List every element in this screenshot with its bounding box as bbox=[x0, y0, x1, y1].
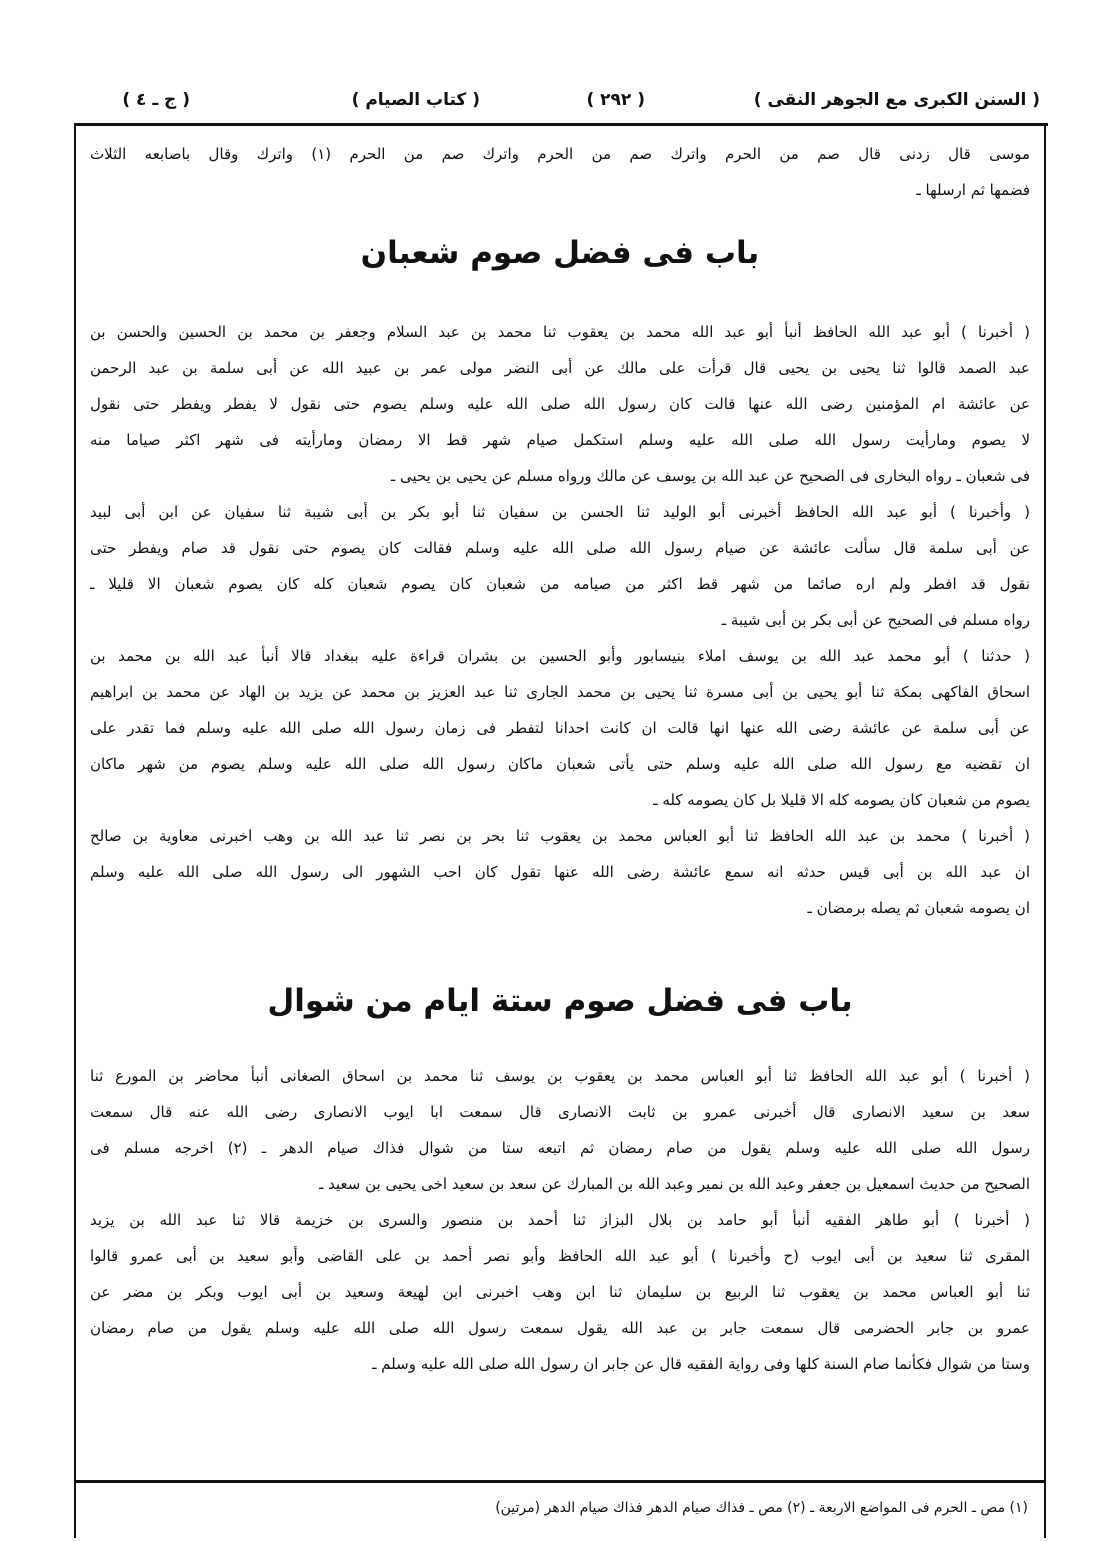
text-line: عن أبى سلمة عن عائشة رضى الله عنها انها قالت ان كانت احدانا لتفطر فى زمان رسول الله صلى الله عليه وسلم فما تقدر على bbox=[90, 719, 1030, 737]
page-body bbox=[90, 136, 1030, 1382]
text-line: لا يصوم ومارأيت رسول الله صلى الله عليه وسلم استكمل صيام شهر قط الا رمضان ومارأيته فى شهر اكثر صياما منه bbox=[90, 431, 1030, 449]
text-frame bbox=[74, 126, 1046, 1538]
text-line: ان تقضيه مع رسول الله صلى الله عليه وسلم حتى يأتى شعبان ماكان رسول الله صلى الله عليه وسلم يصوم من شهر ماكان bbox=[90, 755, 1030, 773]
text-line: ( أخبرنا ) محمد بن عبد الله الحافظ ثنا أبو العباس محمد بن يعقوب ثنا بحر بن نصر ثنا عبد الله بن وهب اخبرنى معاوية بن صالح bbox=[90, 827, 1030, 845]
text-line: ( وأخبرنا ) أبو عبد الله الحافظ أخبرنى أبو الوليد ثنا الحسن بن سفيان ثنا أبو بكر بن أبى شيبة ثنا سفيان عن ابن أبى لبيد bbox=[90, 503, 1030, 521]
paragraph bbox=[90, 136, 1030, 208]
chapter-title: ( كتاب الصيام ) bbox=[351, 90, 480, 110]
paragraph bbox=[90, 1058, 1030, 1202]
text-line: ان يصومه شعبان ثم يصله برمضان ـ bbox=[807, 899, 1030, 917]
text-line: وستا من شوال فكأنما صام السنة كلها وفى رواية الفقيه قال عن جابر ان رسول الله صلى الله عليه وسلم ـ bbox=[372, 1355, 1030, 1373]
text-line: ان عبد الله بن أبى قيس حدثه انه سمع عائشة رضى الله عنها تقول كان احب الشهور الى رسول الله صلى الله عليه وسلم bbox=[90, 863, 1030, 881]
text-line: ( أخبرنا ) أبو عبد الله الحافظ أنبأ أبو عبد الله محمد بن يعقوب ثنا محمد بن عبد السلام وجعفر بن محمد بن الحسين والحسن بن bbox=[90, 323, 1030, 341]
text-line: عن عائشة ام المؤمنين رضى الله عنها قالت كان رسول الله صلى الله عليه وسلم يصوم حتى نقول لا يفطر ويفطر حتى نقول bbox=[90, 395, 1030, 413]
text-line: فى شعبان ـ رواه البخارى فى الصحيح عن عبد الله بن يوسف عن مالك ورواه مسلم عن يحيى بن يحيى ـ bbox=[390, 467, 1030, 485]
text-line: رواه مسلم فى الصحيح عن أبى بكر بن أبى شيبة ـ bbox=[721, 611, 1030, 629]
text-line: عن أبى سلمة قال سألت عائشة عن صيام رسول الله صلى الله عليه وسلم فقالت كان يصوم حتى نقول قد صام ويفطر حتى bbox=[90, 539, 1030, 557]
volume-number: ( ج ـ ٤ ) bbox=[122, 90, 190, 110]
page-header bbox=[90, 84, 1040, 118]
text-line: نقول قد افطر ولم اره صائما من شهر قط اكثر من صيامه من شعبان كان يصوم شعبان كله كان يصوم شعبان الا قليلا ـ bbox=[90, 575, 1030, 593]
text-line: الصحيح من حديث اسمعيل بن جعفر وعبد الله بن نمير وعبد الله بن المبارك عن سعد بن سعيد اخى يحيى بن سعيد ـ bbox=[318, 1175, 1030, 1193]
text-line: موسى قال زدنى قال صم من الحرم واترك صم من الحرم واترك صم من الحرم (١) واترك وقال باصابعه الثلاث bbox=[90, 145, 1030, 163]
text-line: ( حدثنا ) أبو محمد عبد الله بن يوسف املاء بنيسابور وأبو الحسين بن بشران قراءة عليه ببغداد قالا أنبأ عبد الله بن محمد بن bbox=[90, 647, 1030, 665]
text-line: ثنا أبو العباس محمد بن يعقوب ثنا الربيع بن سليمان ثنا ابن وهب اخبرنى ابن لهيعة وسعيد بن أبى ايوب وبكر بن مضر عن bbox=[90, 1283, 1030, 1301]
footnote-divider bbox=[76, 1480, 1044, 1483]
paragraph bbox=[90, 818, 1030, 926]
chapter-heading: باب فى فضل صوم ستة ايام من شوال bbox=[267, 983, 853, 1019]
text-line: اسحاق الفاكهى بمكة ثنا أبو يحيى بن أبى مسرة ثنا يحيى بن محمد الجارى ثنا عبد العزيز بن محمد عن يزيد بن الهاد عن محمد بن ابراهيم bbox=[90, 683, 1030, 701]
text-line: ( أخبرنا ) أبو عبد الله الحافظ ثنا أبو العباس محمد بن يعقوب بن يوسف ثنا محمد بن اسحاق الصغانى أنبأ محاضر بن المورع ثنا bbox=[90, 1067, 1030, 1085]
text-line: ( أخبرنا ) أبو طاهر الفقيه أنبأ أبو حامد بن بلال البزاز ثنا أحمد بن منصور والسرى بن خزيمة قالا ثنا عبد الله بن يزيد bbox=[90, 1211, 1030, 1229]
paragraph bbox=[90, 494, 1030, 638]
chapter-heading: باب فى فضل صوم شعبان bbox=[360, 235, 760, 271]
text-line: فضمها ثم ارسلها ـ bbox=[916, 181, 1030, 199]
paragraph bbox=[90, 314, 1030, 494]
text-line: المقرى ثنا سعيد بن أبى ايوب (ح وأخبرنا ) أبو عبد الله الحافظ وأبو نصر أحمد بن على القاضى وأبو سعيد بن أبى عمرو قالوا bbox=[90, 1247, 1030, 1265]
text-line: رسول الله صلى الله عليه وسلم يقول من صام رمضان ثم اتبعه ستا من شوال فذاك صيام الدهر ـ (٢) اخرجه مسلم فى bbox=[90, 1139, 1030, 1157]
page-number: ( ٢٩٢ ) bbox=[586, 90, 645, 110]
paragraph bbox=[90, 1202, 1030, 1382]
text-line: يصوم من شعبان كان يصومه كله الا قليلا بل كان يصومه كله ـ bbox=[653, 791, 1030, 809]
footnote: (١) مص ـ الحرم فى المواضع الاربعة ـ (٢) مص ـ فذاك صيام الدهر فذاك صيام الدهر (مرتين) bbox=[495, 1500, 1028, 1516]
text-line: سعد بن سعيد الانصارى قال أخبرنى عمرو بن ثابت الانصارى قال سمعت ابا ايوب الانصارى رضى الله عنه قال سمعت bbox=[90, 1103, 1030, 1121]
paragraph bbox=[90, 638, 1030, 818]
book-title: ( السنن الكبرى مع الجوهر النقى ) bbox=[753, 90, 1040, 110]
text-line: عمرو بن جابر الحضرمى قال سمعت جابر بن عبد الله يقول سمعت رسول الله صلى الله عليه وسلم يقول من صام رمضان bbox=[90, 1319, 1030, 1337]
text-line: عبد الصمد قالوا ثنا يحيى بن يحيى قال قرأت على مالك عن أبى النضر مولى عمر بن عبيد الله عن أبى سلمة بن عبد الرحمن bbox=[90, 359, 1030, 377]
